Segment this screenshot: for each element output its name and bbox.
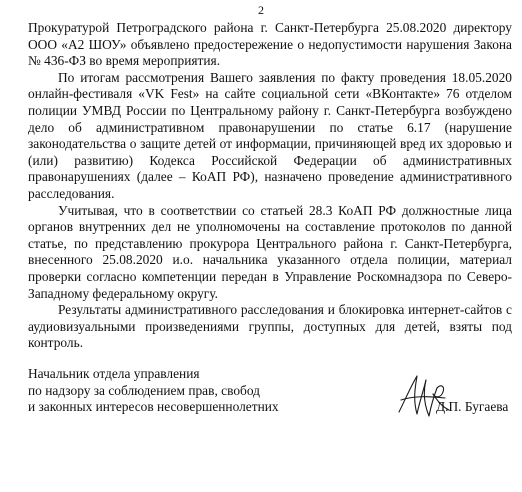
signature-block [28,366,512,426]
paragraph-jurisdiction: Учитывая, что в соответствии со статьей 28.3 КоАП РФ должностные лица органов внутренних дел не уполномочены на составление протоколов по данной статье, по представлению прокурора Центрального района г. Санкт-Петербурга, внесенного 25.08.2020 и.о. начальника указанного отдела полиции, материал проверки согласно компетенции передан в Управление Роскомнадзора по Северо-Западному федеральному округу. [28,202,512,301]
page-number: 2 [258,3,264,17]
paragraph-control: Результаты административного расследования и блокировка интернет-сайтов с аудиовизуальными произведениями группы, доступных для детей, взяты под контроль. [28,302,512,351]
paragraph-investigation: По итогам рассмотрения Вашего заявления по факту проведения 18.05.2020 онлайн-фестиваля «VK Fest» на сайте социальной сети «ВКонтакте» 76 отделом полиции УМВД России по Центральному району г. Санкт-Петербурга возбуждено дело об административном правонарушении по статье 6.17 (нарушение законодательства о защите детей от информации, причиняющей вред их здоровью и (или) развитию) Кодекса Российской Федерации об административных правонарушениях (далее – КоАП РФ), назначено проведение административного расследования. [28,69,512,201]
letter-body [28,20,512,352]
signatory-position-line: Начальник отдела управления [28,366,200,381]
signatory-name: Д.П. Бугаева [436,399,509,414]
signatory-position-line: по надзору за соблюдением прав, свобод [28,382,260,398]
signatory-position-line: и законных интересов несовершеннолетних [28,399,279,415]
signatory-position [28,366,368,416]
paragraph-continuation: Прокуратурой Петроградского района г. Санкт-Петербурга 25.08.2020 директору ООО «А2 ШОУ» объявлено предостережение о недопустимости нарушения Закона № 436-ФЗ во время мероприятия. [28,20,512,69]
